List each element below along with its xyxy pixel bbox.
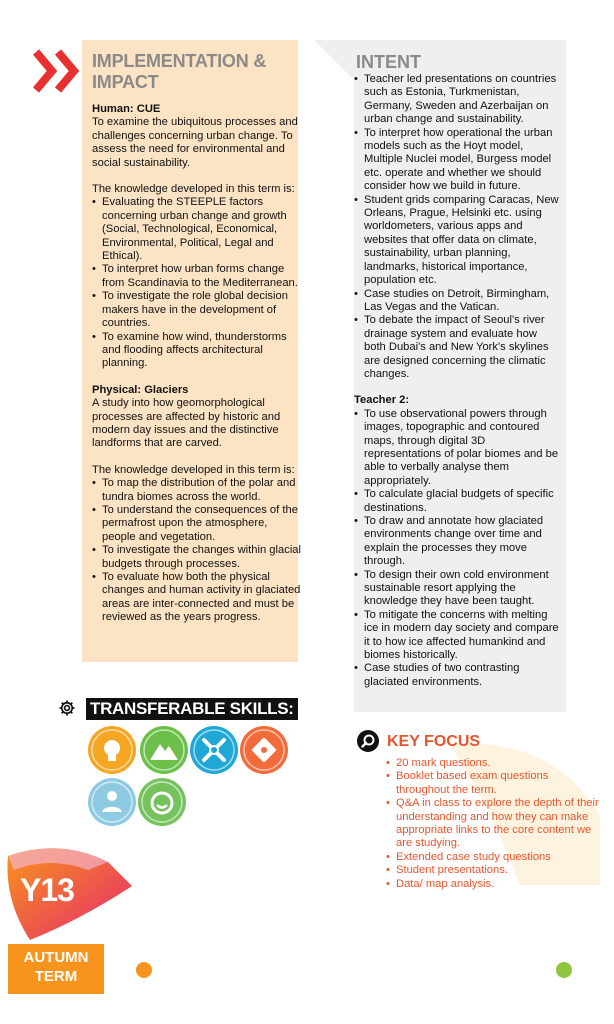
- term-label: AUTUMN TERM: [23, 949, 89, 985]
- key-focus-title: KEY FOCUS: [387, 733, 481, 750]
- list-item: • Case studies of two contrasting glaciated environments.: [354, 662, 560, 689]
- creativity-badge: [88, 726, 136, 774]
- list-item: • To mitigate the concerns with melting ice in modern day society and compare it to how ice affected humankind and biomes historically.: [354, 609, 560, 663]
- lightbulb-icon: [88, 726, 136, 774]
- leadership-icon: [88, 778, 136, 826]
- list-item: • To investigate the changes within glacial budgets through processes.: [92, 544, 304, 571]
- double-chevron-icon: [30, 46, 86, 96]
- list-item: • To debate the impact of Seoul's river drainage system and evaluate how both Dubai's and New York's skylines are designed concerning the climatic changes.: [354, 314, 560, 381]
- magnifier-icon: [357, 730, 379, 752]
- smile-icon: [138, 778, 186, 826]
- physical-knowledge-lead: The knowledge developed in this term is:: [92, 463, 295, 476]
- teamwork-icon: [190, 726, 238, 774]
- list-item: • Case studies on Detroit, Birmingham, Las Vegas and the Vatican.: [354, 288, 560, 315]
- list-item: • To evaluate how both the physical changes and human activity in glaciated areas are inter-connected and must be reviewed as the years progress.: [92, 571, 304, 625]
- list-item: • Booklet based exam questions throughout the term.: [386, 770, 601, 797]
- teamwork-badge: [190, 726, 238, 774]
- puzzle-icon: [240, 726, 288, 774]
- list-item: • To design their own cold environment sustainable resort applying the knowledge they have been taught.: [354, 569, 560, 609]
- intent-title: INTENT: [356, 52, 421, 72]
- list-item: • To interpret how urban forms change from Scandinavia to the Mediterranean.: [92, 263, 304, 290]
- list-item: • To examine how wind, thunderstorms and flooding affects architectural planning.: [92, 331, 304, 371]
- year-label: Y13: [20, 872, 74, 908]
- timeline-end-dot: [556, 962, 572, 978]
- list-item: • To understand the consequences of the permafrost upon the atmosphere, people and vegetation.: [92, 504, 304, 544]
- timeline-start-dot: [136, 962, 152, 978]
- list-item: • Evaluating the STEEPLE factors concerning urban change and growth (Social, Technological, Economical, Environmental, Political, Legal and Ethical).: [92, 196, 304, 263]
- gear-icon: [58, 699, 76, 717]
- implementation-title: IMPLEMENTATION & IMPACT: [92, 51, 267, 92]
- list-item: • To map the distribution of the polar and tundra biomes across the world.: [92, 477, 304, 504]
- teacher2-points-list: [354, 408, 560, 690]
- list-item: • Extended case study questions: [386, 851, 601, 864]
- staying-positive-badge: [138, 778, 186, 826]
- list-item: • Data/ map analysis.: [386, 878, 601, 891]
- key-focus-list: [386, 757, 601, 891]
- list-item: • Student presentations.: [386, 864, 601, 877]
- list-item: • To investigate the role global decision makers have in the development of countries.: [92, 290, 304, 330]
- list-item: • To calculate glacial budgets of specific destinations.: [354, 488, 560, 515]
- teacher1-points-list: [354, 73, 560, 381]
- human-knowledge-lead: The knowledge developed in this term is:: [92, 183, 295, 196]
- list-item: • Student grids comparing Caracas, New Orleans, Prague, Helsinki etc. using worldometers, various apps and websites that offer data on climate, sustainability, urban planning, landmarks, historical importance, population etc.: [354, 194, 560, 288]
- physical-heading: Physical: Glaciers: [92, 383, 189, 396]
- physical-intro: A study into how geomorphological processes are affected by historic and modern day issues and the distinctive landforms that are carved.: [92, 397, 281, 450]
- timeline-bar: [132, 958, 578, 982]
- list-item: • To interpret how operational the urban models such as the Hoyt model, Multiple Nuclei model, Burgess model etc. operate and whether we should consider how we build in future.: [354, 127, 560, 194]
- list-item: • To use observational powers through images, topographic and contoured maps, through digital 3D representations of polar biomes and be able to verbally analyse them appropriately.: [354, 408, 560, 488]
- list-item: • Teacher led presentations on countries such as Estonia, Turkmenistan, Germany, Sweden and Azerbaijan on urban change and sustainability.: [354, 73, 560, 127]
- list-item: • To draw and annotate how glaciated environments change over time and explain the processes they move through.: [354, 515, 560, 569]
- list-item: • Q&A in class to explore the depth of their understanding and how they can make appropriate links to the core content we are studying.: [386, 797, 601, 851]
- physical-points-list: [92, 477, 304, 624]
- problem-solving-badge: [240, 726, 288, 774]
- mountain-icon: [140, 726, 188, 774]
- aiming-high-badge: [140, 726, 188, 774]
- intent-content: [354, 73, 560, 702]
- human-points-list: [92, 196, 304, 370]
- leadership-badge: [88, 778, 136, 826]
- teacher2-heading: Teacher 2:: [354, 394, 410, 407]
- implementation-content: [92, 103, 304, 638]
- human-intro: To examine the ubiquitous processes and challenges concerning urban change. To assess the need for environmental and social sustainability.: [92, 116, 298, 169]
- human-heading: Human: CUE: [92, 103, 161, 115]
- list-item: • 20 mark questions.: [386, 757, 601, 770]
- key-focus-content: [386, 757, 601, 904]
- transferable-skills-title: TRANSFERABLE SKILLS:: [86, 698, 298, 720]
